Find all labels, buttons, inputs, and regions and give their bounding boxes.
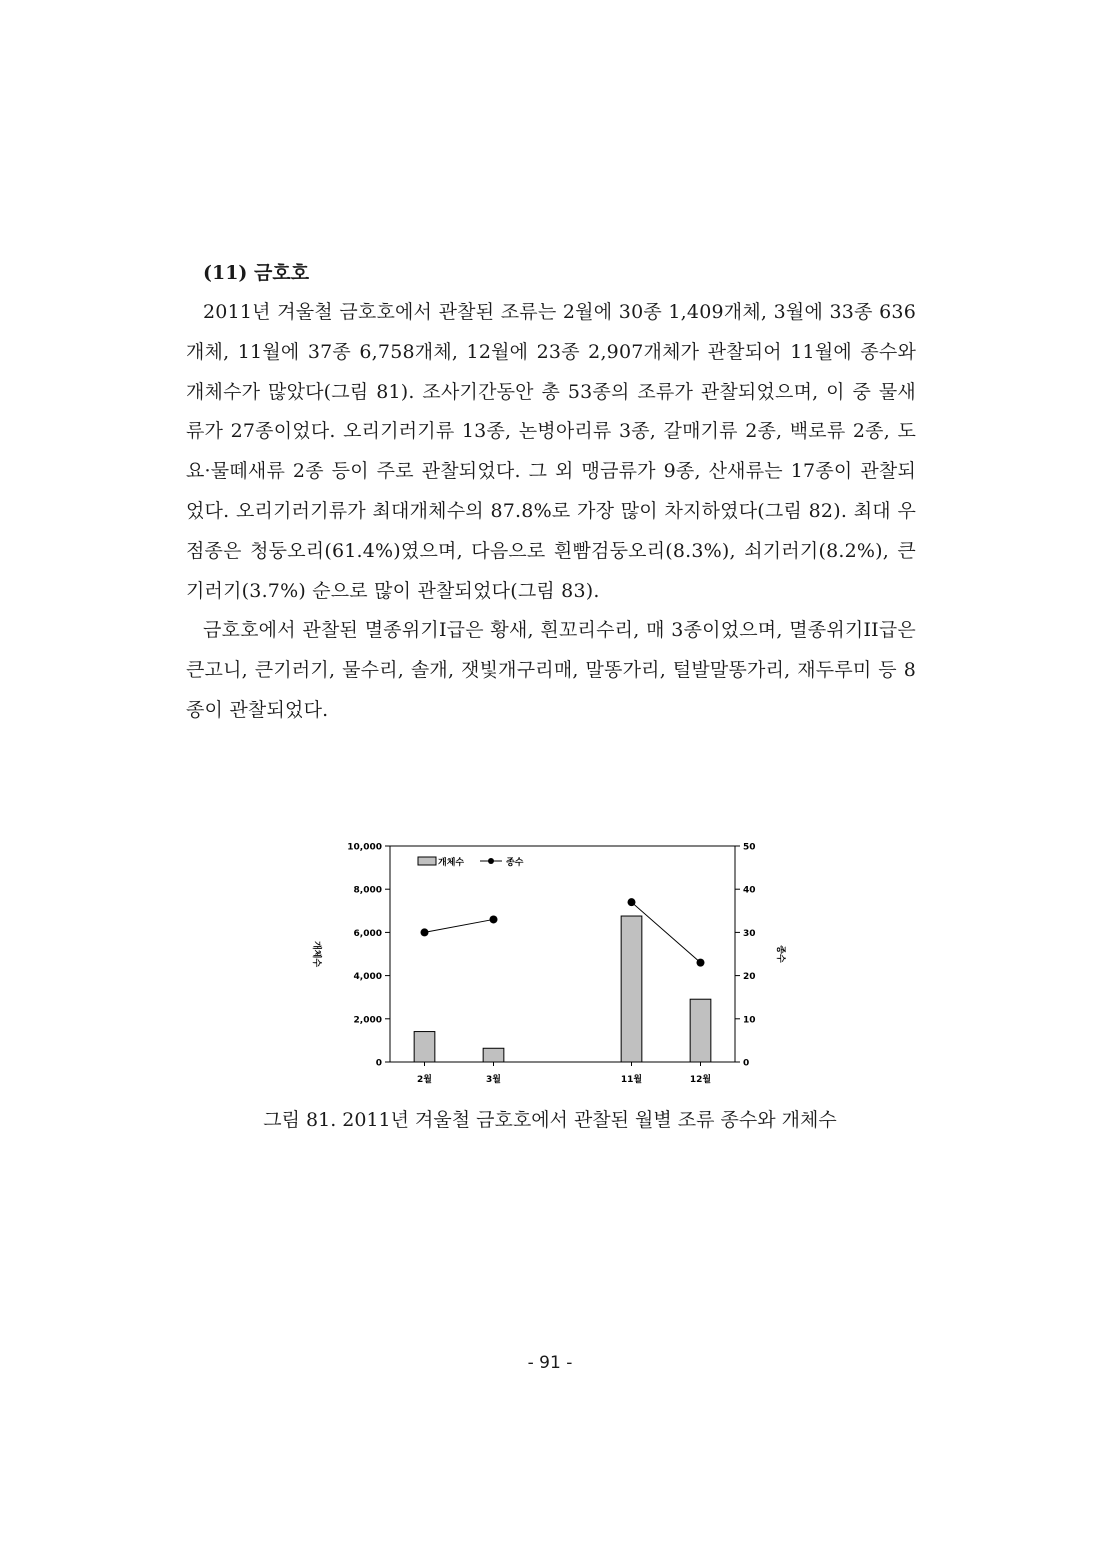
bar-12월 — [690, 999, 711, 1062]
y2-tick-label: 50 — [743, 842, 756, 853]
point-11월 — [628, 898, 636, 906]
y-tick-label: 2,000 — [353, 1015, 382, 1026]
y2-tick-label: 10 — [743, 1015, 756, 1026]
x-tick-label: 12월 — [689, 1075, 712, 1085]
figure-81-chart — [300, 830, 800, 1100]
y2-tick-label: 0 — [743, 1058, 750, 1069]
line-segment — [425, 919, 494, 932]
y2-axis-label: 종수 — [775, 945, 785, 963]
point-2월 — [421, 928, 429, 936]
paragraph-2: 금호호에서 관찰된 멸종위기I급은 황새, 흰꼬리수리, 매 3종이었으며, 멸종위기II급은 큰고니, 큰기러기, 물수리, 솔개, 잿빛개구리매, 말똥가리, 털발말똥가리, 재두루미 등 8종이 관찰되었다. — [186, 619, 916, 721]
y-tick-label: 8,000 — [353, 885, 382, 896]
bar-11월 — [621, 916, 642, 1062]
x-tick-label: 2월 — [417, 1075, 432, 1085]
paragraph-1: 2011년 겨울철 금호호에서 관찰된 조류는 2월에 30종 1,409개체, 3월에 33종 636개체, 11월에 37종 6,758개체, 12월에 23종 2,907개체가 관찰되어 11월에 종수와 개체수가 많았다(그림 81). 조사기간동안 총 53종의 조류가 관찰되었으며, 이 중 물새류가 27종이었다. 오리기러기류 13종, 논병아리류 3종, 갈매기류 2종, 백로류 2종, 도요·물떼새류 2종 등이 주로 관찰되었다. 그 외 맹금류가 9종, 산새류는 17종이 관찰되었다. 오리기러기류가 최대개체수의 87.8%로 가장 많이 차지하였다(그림 82). 최대 우점종은 청둥오리(61.4%)였으며, 다음으로 흰빰검둥오리(8.3%), 쇠기러기(8.2%), 큰기러기(3.7%) 순으로 많이 관찰되었다(그림 83). — [186, 301, 916, 602]
point-3월 — [490, 915, 498, 923]
y2-tick-label: 20 — [743, 972, 756, 983]
plot-frame — [390, 846, 735, 1062]
combo-chart — [300, 830, 800, 1100]
x-tick-label: 11월 — [620, 1075, 643, 1085]
legend-marker — [488, 858, 494, 864]
bar-2월 — [414, 1032, 435, 1062]
legend-bar-swatch — [418, 857, 436, 865]
x-tick-label: 3월 — [486, 1075, 501, 1085]
y-tick-label: 0 — [375, 1058, 382, 1069]
body-text — [186, 293, 916, 731]
y-axis-label: 개체수 — [311, 940, 321, 968]
bar-3월 — [483, 1048, 504, 1062]
legend-bar-label: 개체수 — [438, 858, 465, 868]
page-number: - 91 - — [527, 1353, 573, 1373]
section-heading: (11) 금호호 — [203, 262, 310, 284]
y-tick-label: 6,000 — [353, 928, 382, 939]
y-tick-label: 10,000 — [347, 842, 382, 853]
y-tick-label: 4,000 — [353, 972, 382, 983]
point-12월 — [697, 959, 705, 967]
figure-caption: 그림 81. 2011년 겨울철 금호호에서 관찰된 월별 조류 종수와 개체수 — [263, 1109, 837, 1131]
y2-tick-label: 40 — [743, 885, 756, 896]
legend-line-label: 종수 — [506, 858, 524, 868]
y2-tick-label: 30 — [743, 928, 756, 939]
